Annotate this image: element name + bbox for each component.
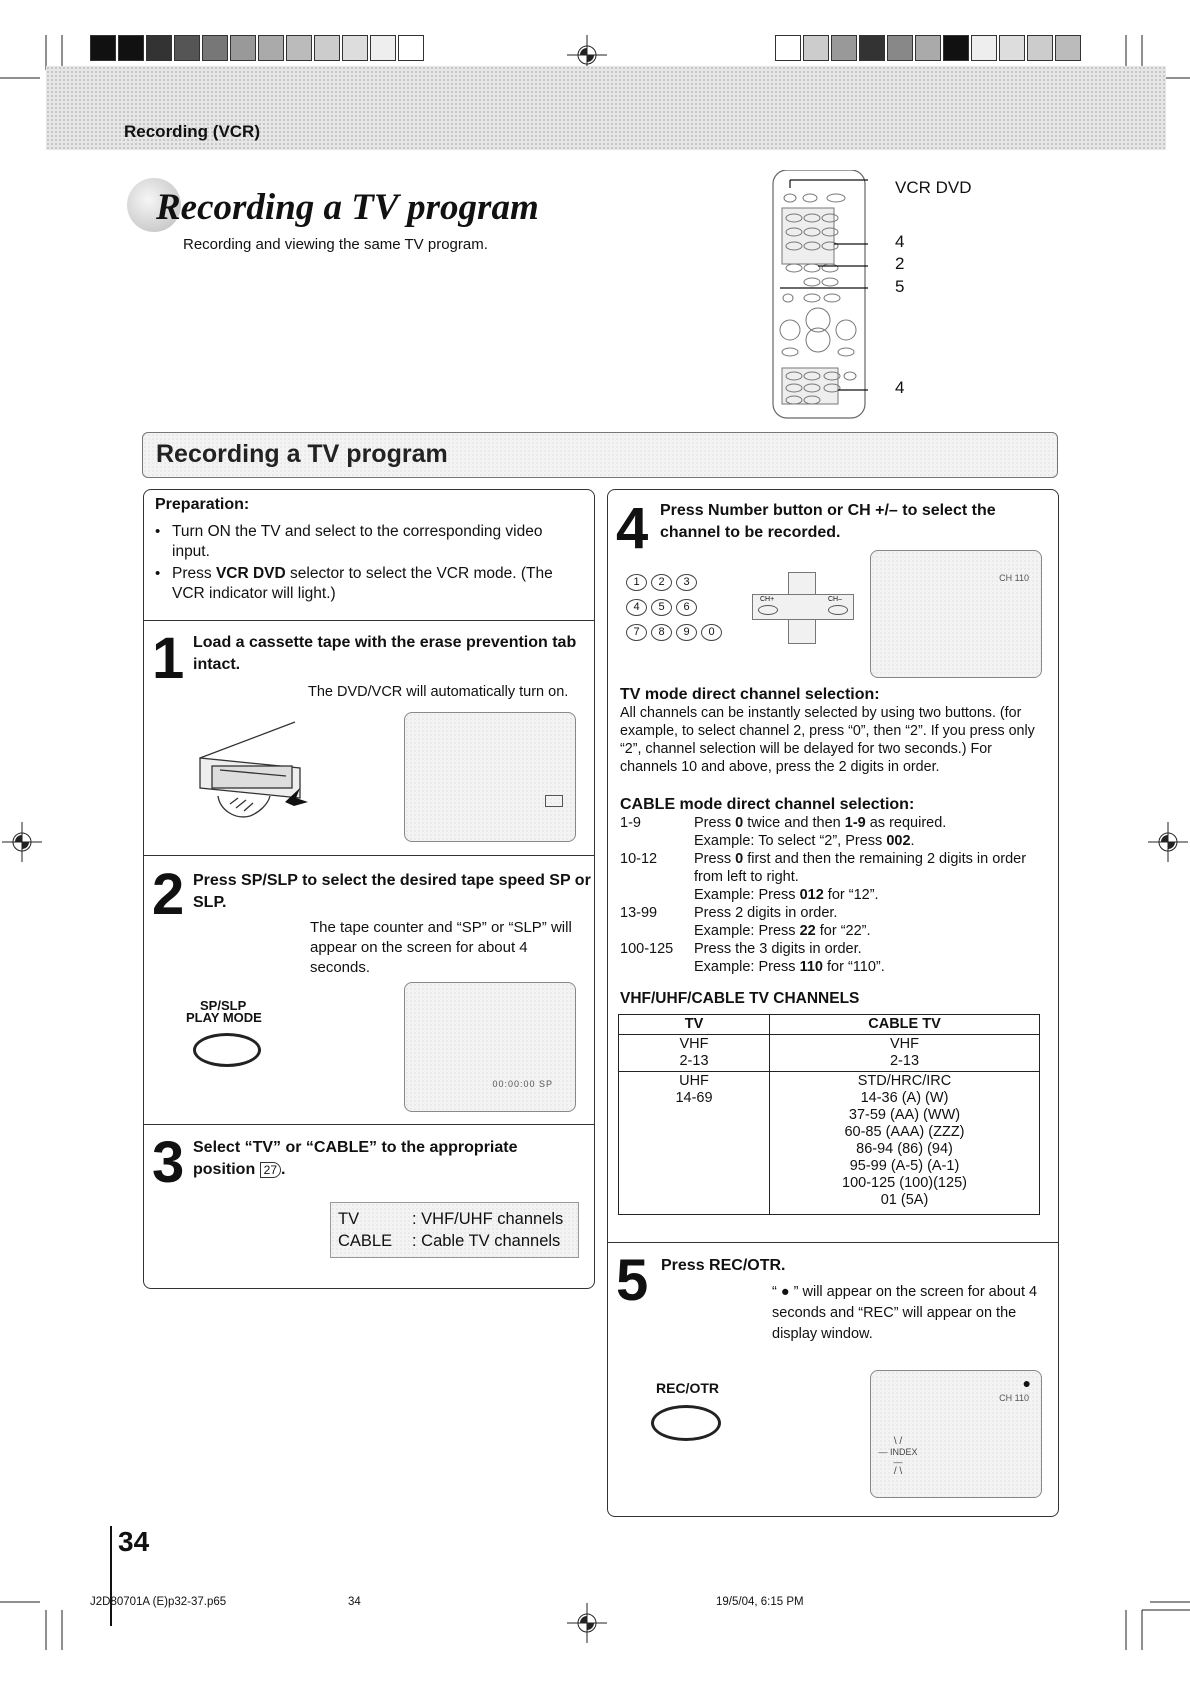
index-label: INDEX xyxy=(890,1447,918,1457)
cable-mode-heading: CABLE mode direct channel selection: xyxy=(620,796,915,813)
table-cell-r1-tv: VHF 2-13 xyxy=(619,1035,770,1072)
table-cell-r2-cable: STD/HRC/IRC 14-36 (A) (W) 37-59 (AA) (WW) 60-85 (AAA) (ZZZ) 86-94 (86) (94) 95-99 (A-5) (A-1) 100-125 (100)(125) 01 (5A) xyxy=(770,1072,1040,1215)
preparation-item-1-text: Turn ON the TV and select to the corresponding video input. xyxy=(172,523,543,560)
step5-number: 5 xyxy=(616,1248,649,1313)
step1-title: Load a cassette tape with the erase prevention tab intact. xyxy=(193,634,577,673)
index-marker: \ / — INDEX — / \ xyxy=(878,1436,918,1477)
step3-title: Select “TV” or “CABLE” to the appropriate position 27 . xyxy=(193,1139,518,1178)
tv-mode-heading: TV mode direct channel selection: xyxy=(620,686,880,703)
cable-row-2: Example: To select “2”, Press 002. xyxy=(694,833,915,849)
preparation-heading: Preparation: xyxy=(155,496,250,513)
step5-screen xyxy=(870,1370,1042,1498)
callout-5: 5 xyxy=(895,277,905,296)
color-bar-right xyxy=(775,35,1083,66)
ch-plus-button[interactable] xyxy=(758,605,778,615)
header-section-label: Recording (VCR) xyxy=(124,122,260,141)
step2-screen-counter: 00:00:00 SP xyxy=(492,1079,553,1089)
ch-minus-label: CH– xyxy=(828,596,843,603)
step1-note: The DVD/VCR will automatically turn on. xyxy=(308,684,569,700)
step5-note: “ ● ” will appear on the screen for about 4 seconds and “REC” will appear on the display window. xyxy=(772,1284,1038,1342)
step3-number: 3 xyxy=(152,1130,185,1195)
cassette-icon xyxy=(545,795,563,807)
footer-file: J2D80701A (E)p32-37.p65 xyxy=(90,1596,227,1608)
footer-page: 34 xyxy=(348,1596,361,1608)
page-number-rule xyxy=(110,1526,112,1626)
step5-title: Press REC/OTR. xyxy=(661,1257,786,1274)
key-1[interactable]: 1 xyxy=(626,574,647,591)
color-bar-left xyxy=(90,35,426,66)
cable-label: CABLE xyxy=(338,1232,393,1250)
key-8[interactable]: 8 xyxy=(651,624,672,641)
step3-title-text: Select “TV” or “CABLE” to the appropriate position xyxy=(193,1139,518,1178)
tv-mode-text: All channels can be instantly selected by using two buttons. (for example, to select channel 2, press “0”, then “2”. If you press only “2”, channel selection will be delayed for two seconds.) For channels 10 and above, press the 2 digits in order. xyxy=(620,705,1035,775)
callout-4a: 4 xyxy=(895,232,905,251)
cassette-insertion-illustration xyxy=(190,718,320,828)
step2-title: Press SP/SLP to select the desired tape speed SP or SLP. xyxy=(193,872,591,911)
channels-table-heading: VHF/UHF/CABLE TV CHANNELS xyxy=(620,990,860,1007)
cable-row-1: 1-9 Press 0 twice and then 1-9 as required. xyxy=(620,815,947,831)
table-head-tv: TV xyxy=(619,1015,770,1035)
callout-vcr-dvd: VCR DVD xyxy=(895,178,972,197)
key-4[interactable]: 4 xyxy=(626,599,647,616)
key-0[interactable]: 0 xyxy=(701,624,722,641)
section-banner-title: Recording a TV program xyxy=(156,440,448,468)
callout-4b: 4 xyxy=(895,378,905,397)
key-9[interactable]: 9 xyxy=(676,624,697,641)
step5-screen-ch: CH 110 xyxy=(999,1393,1029,1403)
footer-date: 19/5/04, 6:15 PM xyxy=(716,1596,804,1608)
step2-note: The tape counter and “SP” or “SLP” will appear on the screen for about 4 seconds. xyxy=(310,919,572,976)
tv-label: TV xyxy=(338,1210,360,1228)
table-head-cable: CABLE TV xyxy=(770,1015,1040,1035)
divider-step2 xyxy=(143,1124,595,1125)
table-cell-r1-cable: VHF 2-13 xyxy=(770,1035,1040,1072)
callout-2: 2 xyxy=(895,254,905,273)
step4-screen xyxy=(870,550,1042,678)
page-number: 34 xyxy=(118,1526,150,1557)
step2-screen xyxy=(404,982,576,1112)
divider-step1 xyxy=(143,855,595,856)
key-2[interactable]: 2 xyxy=(651,574,672,591)
table-cell-r2-tv: UHF 14-69 xyxy=(619,1072,770,1215)
rec-otr-label: REC/OTR xyxy=(656,1380,719,1396)
page-subtitle: Recording and viewing the same TV program. xyxy=(183,236,488,253)
rec-otr-button[interactable] xyxy=(651,1405,721,1441)
preparation-item-2-bold: VCR DVD xyxy=(215,565,286,582)
step4-screen-ch: CH 110 xyxy=(999,573,1029,583)
step2-number: 2 xyxy=(152,862,185,927)
key-5[interactable]: 5 xyxy=(651,599,672,616)
preparation-item-1: • Turn ON the TV and select to the corresponding video input. xyxy=(155,522,575,562)
cable-row-5: 13-99 Press 2 digits in order. xyxy=(620,905,838,921)
key-6[interactable]: 6 xyxy=(676,599,697,616)
ch-minus-button[interactable] xyxy=(828,605,848,615)
cable-desc: : Cable TV channels xyxy=(412,1232,561,1250)
preparation-item-2: • Press VCR DVD selector to select the VCR mode. (The VCR indicator will light.) xyxy=(155,565,553,602)
cable-row-8: Example: Press 110 for “110”. xyxy=(694,959,885,975)
preparation-item-2-pre: Press xyxy=(172,565,216,582)
tv-desc: : VHF/UHF channels xyxy=(412,1210,564,1228)
cable-mode-list xyxy=(620,814,1050,976)
cable-row-4: Example: Press 012 for “12”. xyxy=(694,887,879,903)
ch-cross-pad[interactable] xyxy=(752,572,854,644)
step4-title: Press Number button or CH +/– to select the channel to be recorded. xyxy=(660,502,996,541)
divider-step4 xyxy=(607,1242,1059,1243)
key-3[interactable]: 3 xyxy=(676,574,697,591)
remote-control-illustration xyxy=(770,170,870,420)
divider-prep xyxy=(143,620,595,621)
sp-slp-label-1: SP/SLP xyxy=(200,998,247,1013)
channels-table xyxy=(618,1014,1040,1215)
step4-number: 4 xyxy=(616,496,649,561)
key-7[interactable]: 7 xyxy=(626,624,647,641)
step3-ref-badge: 27 xyxy=(260,1162,281,1178)
page-title: Recording a TV program xyxy=(156,187,539,228)
sp-slp-button[interactable] xyxy=(193,1033,261,1067)
cable-row-3: 10-12 Press 0 first and then the remaining 2 digits in order from left to right. xyxy=(620,851,1027,885)
step1-number: 1 xyxy=(152,626,185,691)
cable-row-6: Example: Press 22 for “22”. xyxy=(694,923,871,939)
sp-slp-label-2: PLAY MODE xyxy=(186,1010,262,1025)
step1-screen xyxy=(404,712,576,842)
rec-dot-icon: ● xyxy=(1022,1375,1031,1391)
ch-plus-label: CH+ xyxy=(760,596,775,603)
preparation-item-2-post: selector to select the VCR mode. (The VCR indicator will light.) xyxy=(172,565,553,602)
cable-row-7: 100-125 Press the 3 digits in order. xyxy=(620,941,862,957)
